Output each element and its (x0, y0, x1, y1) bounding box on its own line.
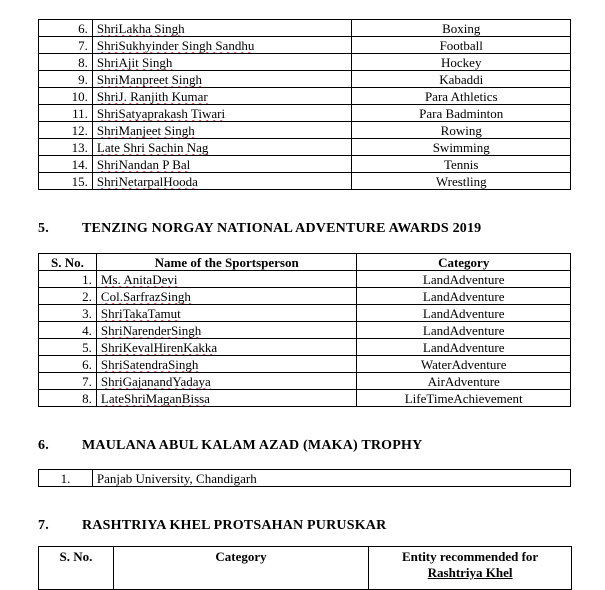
table-row (39, 139, 571, 156)
category-cell: LifeTimeAchievement (357, 390, 571, 407)
category-cell: LandAdventure (357, 271, 571, 288)
section-number: 7. (38, 518, 49, 533)
sportsperson-name-cell (96, 322, 356, 339)
section-5-heading (38, 221, 578, 239)
serial-number-cell: 10. (39, 88, 93, 105)
discipline-cell: Para Badminton (352, 105, 571, 122)
table-row (39, 122, 571, 139)
section-title: RASHTRIYA KHEL PROTSAHAN PURUSKAR (82, 518, 387, 533)
category-cell: LandAdventure (357, 305, 571, 322)
category-cell: AirAdventure (357, 373, 571, 390)
table-header-row (39, 547, 572, 590)
header-entity-line1: Entity recommended for (401, 549, 539, 564)
awardee-name-cell (92, 139, 352, 156)
awardee-name-cell (92, 105, 352, 122)
serial-number-cell: 5. (39, 339, 97, 356)
section-6-heading (38, 438, 578, 456)
awardee-name-cell (92, 37, 352, 54)
serial-number-cell: 11. (39, 105, 93, 122)
awardee-name-cell-text: ShriJ. Ranjith Kumar (96, 88, 208, 104)
discipline-cell: Swimming (352, 139, 571, 156)
table-row (39, 322, 571, 339)
table-row (39, 105, 571, 122)
sportsperson-name-cell (96, 271, 356, 288)
discipline-cell: Wrestling (352, 173, 571, 190)
header-sno: S. No. (39, 254, 97, 271)
table-row (39, 71, 571, 88)
serial-number-cell: 8. (39, 54, 93, 71)
sportsperson-name-cell (96, 390, 356, 407)
awardee-name-cell-text: ShriSatyaprakash Tiwari (96, 105, 226, 121)
discipline-cell: Tennis (352, 156, 571, 173)
table-row (39, 288, 571, 305)
table-row (39, 390, 571, 407)
table-row (39, 271, 571, 288)
sportsperson-name-cell-text: ShriSatendraSingh (100, 356, 199, 372)
serial-number-cell: 13. (39, 139, 93, 156)
sportsperson-name-cell-text: Col.SarfrazSingh (100, 288, 191, 304)
table-row (39, 88, 571, 105)
table-row (39, 20, 571, 37)
rashtriya-khel-table (38, 546, 572, 590)
table-row (39, 470, 571, 487)
table-row (39, 305, 571, 322)
table-row (39, 373, 571, 390)
serial-number-cell: 7. (39, 37, 93, 54)
header-sno: S. No. (39, 547, 114, 590)
sportsperson-name-cell-text: ShriNarenderSingh (100, 322, 202, 338)
table-header-row (39, 254, 571, 271)
category-cell: LandAdventure (357, 288, 571, 305)
table-row (39, 356, 571, 373)
awardee-name-cell (92, 156, 352, 173)
category-cell: LandAdventure (357, 322, 571, 339)
serial-number-cell: 14. (39, 156, 93, 173)
awardee-name-cell-text: ShriNandan P Bal (96, 156, 191, 172)
header-entity-line2: Rashtriya Khel (427, 565, 513, 580)
table-row (39, 54, 571, 71)
serial-number-cell: 1. (39, 271, 97, 288)
category-cell: WaterAdventure (357, 356, 571, 373)
awardee-name-cell (92, 54, 352, 71)
awardee-name-cell (92, 173, 352, 190)
section-number: 6. (38, 438, 49, 453)
category-cell: LandAdventure (357, 339, 571, 356)
sportsperson-name-cell-text: ShriGajanandYadaya (100, 373, 211, 389)
awardee-name-cell-text: ShriAjit Singh (96, 54, 173, 70)
section-title: MAULANA ABUL KALAM AZAD (MAKA) TROPHY (82, 438, 423, 453)
table-row (39, 156, 571, 173)
awardee-name-cell-text: ShriSukhyinder Singh Sandhu (96, 37, 255, 53)
sportsperson-name-cell (96, 356, 356, 373)
discipline-cell: Rowing (352, 122, 571, 139)
awardee-name-cell (92, 20, 352, 37)
discipline-cell: Football (352, 37, 571, 54)
serial-number-cell: 6. (39, 20, 93, 37)
sportsperson-name-cell (96, 339, 356, 356)
header-name: Name of the Sportsperson (96, 254, 356, 271)
section-title: TENZING NORGAY NATIONAL ADVENTURE AWARDS 2019 (82, 221, 482, 236)
section-number: 5. (38, 221, 49, 236)
discipline-cell: Para Athletics (352, 88, 571, 105)
sportsperson-name-cell-text: Ms. AnitaDevi (100, 271, 178, 287)
discipline-cell: Boxing (352, 20, 571, 37)
awardee-name-cell (92, 122, 352, 139)
awardee-name-cell-text: ShriManjeet Singh (96, 122, 195, 138)
institution-name-cell: Panjab University, Chandigarh (92, 470, 570, 487)
sportsperson-name-cell-text: ShriKevalHirenKakka (100, 339, 218, 355)
awardee-name-cell-text: ShriLakha Singh (96, 20, 185, 36)
sportsperson-name-cell (96, 305, 356, 322)
table-row (39, 37, 571, 54)
serial-number-cell: 1. (39, 470, 93, 487)
awardee-name-cell-text: Late Shri Sachin Nag (96, 139, 209, 155)
discipline-cell: Kabaddi (352, 71, 571, 88)
table-row (39, 339, 571, 356)
header-entity (369, 547, 572, 590)
serial-number-cell: 8. (39, 390, 97, 407)
sportsperson-name-cell-text: LateShriMaganBissa (100, 390, 210, 406)
serial-number-cell: 2. (39, 288, 97, 305)
maka-trophy-table (38, 469, 571, 487)
serial-number-cell: 7. (39, 373, 97, 390)
serial-number-cell: 12. (39, 122, 93, 139)
table-row (39, 173, 571, 190)
awardee-name-cell (92, 88, 352, 105)
sportsperson-name-cell (96, 288, 356, 305)
serial-number-cell: 3. (39, 305, 97, 322)
header-category: Category (357, 254, 571, 271)
header-category: Category (113, 547, 368, 590)
serial-number-cell: 6. (39, 356, 97, 373)
discipline-cell: Hockey (352, 54, 571, 71)
awards-table-continued (38, 19, 571, 190)
awardee-name-cell (92, 71, 352, 88)
awardee-name-cell-text: ShriManpreet Singh (96, 71, 202, 87)
serial-number-cell: 4. (39, 322, 97, 339)
section-7-heading (38, 518, 578, 536)
serial-number-cell: 9. (39, 71, 93, 88)
awardee-name-cell-text: ShriNetarpalHooda (96, 173, 198, 189)
adventure-awards-table (38, 253, 571, 407)
sportsperson-name-cell (96, 373, 356, 390)
sportsperson-name-cell-text: ShriTakaTamut (100, 305, 181, 321)
serial-number-cell: 15. (39, 173, 93, 190)
